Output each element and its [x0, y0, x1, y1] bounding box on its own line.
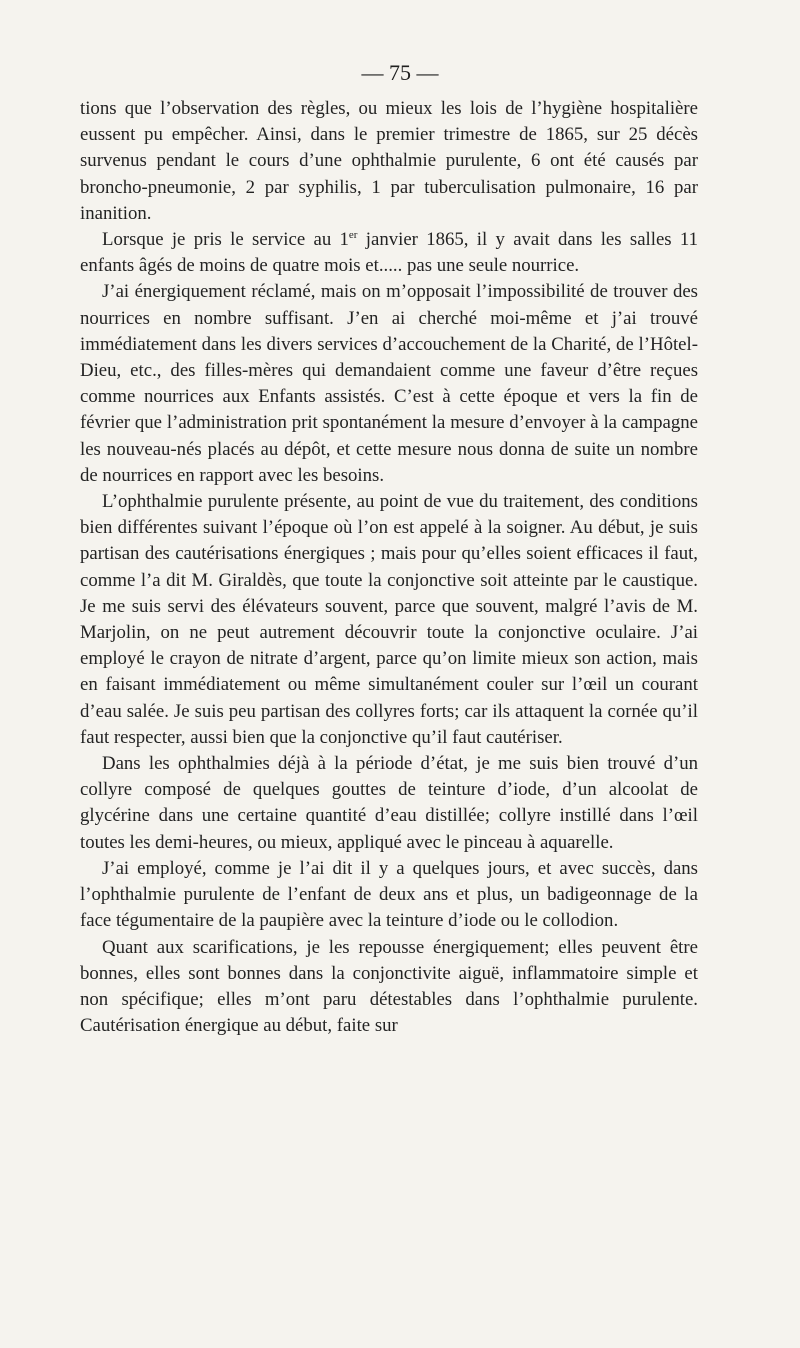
ordinal-superscript: er [348, 229, 358, 242]
paragraph-2-text-start: Lorsque je pris le service au 1 [102, 229, 349, 251]
paragraph-6: J’ai employé, comme je l’ai dit il y a quelques jours, et avec succès, dans l’ophthalmie purulente de l’enfant de deux ans et plus, un badigeonnage de la face tégumentaire de la paupière avec la teinture d’iode ou le collodion. [80, 857, 698, 932]
paragraph-7: Quant aux scarifications, je les repousse énergiquement; elles peuvent être bonnes, elles sont bonnes dans la conjonctivite aiguë, inflammatoire simple et non spécifique; elles m’ont paru détestables dans l’ophthalmie purulente. Cautérisation énergique au début, faite sur [80, 936, 698, 1037]
paragraph-5: Dans les ophthalmies déjà à la période d’état, je me suis bien trouvé d’un collyre composé de quelques gouttes de teinture d’iode, d’un alcoolat de glycérine dans une certaine quantité d’eau distillée; collyre instillé dans l’œil toutes les demi-heures, ou mieux, appliqué avec le pinceau à aquarelle. [80, 753, 698, 853]
paragraph-2 [80, 227, 698, 279]
page-number: — 75 — [361, 60, 439, 85]
paragraph-2-text-end: janvier 1865, il y avait dans les salles 11 enfants âgés de moins de quatre mois et..... pas une seule nourrice. [80, 229, 698, 277]
body-text [80, 96, 698, 1039]
paragraph-4: L’ophthalmie purulente présente, au point de vue du traitement, des conditions bien différentes suivant l’époque où l’on est appelé à la soigner. Au début, je suis partisan des cautérisations énergiques ; mais pour qu’elles soient efficaces il faut, comme l’a dit M. Giraldès, que toute la conjonctive soit atteinte par le caustique. Je me suis servi des élévateurs souvent, parce que souvent, malgré l’avis de M. Marjolin, on ne peut autrement découvrir toute la conjonctive oculaire. J’ai employé le crayon de nitrate d’argent, parce qu’on limite mieux son action, mais en faisant immédiatement ou même simultanément couler sur l’œil un courant d’eau salée. Je suis peu partisan des collyres forts; car ils attaquent la cornée qu’il faut respecter, aussi bien que la conjonctive qu’il faut cautériser. [80, 491, 698, 748]
paragraph-1: tions que l’observation des règles, ou mieux les lois de l’hygiène hospitalière eussent pu empêcher. Ainsi, dans le premier trimestre de 1865, sur 25 décès survenus pendant le cours d’une ophthalmie purulente, 6 ont été causés par broncho-pneumonie, 2 par syphilis, 1 par tuberculisation pulmonaire, 16 par inanition. [80, 98, 698, 224]
paragraph-3: J’ai énergiquement réclamé, mais on m’opposait l’impossibilité de trouver des nourrices en nombre suffisant. J’en ai cherché moi-même et j’ai trouvé immédiatement dans les divers services d’accouchement de la Charité, de l’Hôtel-Dieu, etc., des filles-mères qui demandaient comme une faveur d’être reçues comme nourrices aux Enfants assistés. C’est à cette époque et vers la fin de février que l’administration prit spontanément la mesure d’envoyer à la campagne les nouveau-nés placés au dépôt, et cette mesure nous donna de suite un nombre de nourrices en rapport avec les besoins. [80, 281, 698, 486]
